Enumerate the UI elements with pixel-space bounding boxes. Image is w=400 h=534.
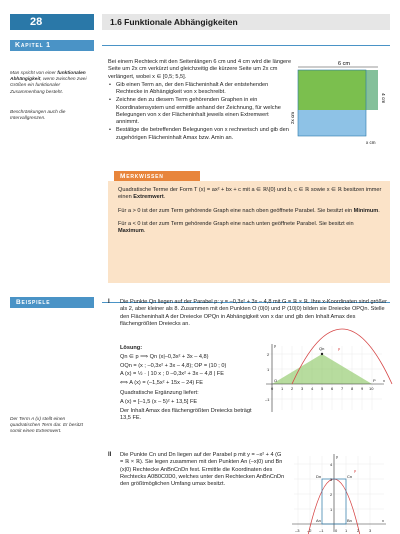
merk-text: . [163,194,166,201]
graph-example2 [290,452,390,534]
example1-text: Die Punkte Qn liegen auf der Parabel p: y = –0,3x² + 3x – 4,8 mit G = ℝ × ℝ. Ihre x-Koordinaten sind größer als 2, aber kleiner als 8. Zusammen mit den Punkten O (0|0) und P (10|0) bilden sie Dreiecke OPQn. Stelle den Flächeninhalt A der Dreiecke OPQn in Abhängigkeit von x dar und gib den Inhalt Amax des flächengrößten Dreiecks an. [120,299,387,327]
margin-text: Man spricht von einer [10,71,58,76]
label-y: y [274,343,276,348]
merk-paragraph [118,221,382,236]
example2-text: Die Punkte Cn und Dn liegen auf der Parabel p mit y = –x² + 4 (G = ℝ × ℝ). Sie legen zusammen mit den Punkten An (–x|0) und Bn (x|0) Rechtecke AnBnCnDn fest. Ermittle die Koordinaten des Rechtecks A0B0C0D0, welches unter den Rechtecken AnBnCnDn den größtmöglichen Umfang umax besitzt. [120,452,285,488]
solution-line: Quadratische Ergänzung liefert: [120,390,199,397]
task-item: • Gib einen Term an, der den Flächeninhalt A der entstehenden Rechtecke in Abhängigkeit von x beschreibt. [108,82,293,97]
merk-paragraph [118,187,382,202]
margin-note-definition [10,71,90,96]
label-p: p [354,468,357,473]
label-bn: Bn [347,518,352,523]
x-tick: 4 [311,386,314,391]
task-item: • Bestätige die betreffenden Belegungen von x rechnerisch und gib den zugehörigen Flächeninhalt Amax bzw. Amin an. [108,127,293,142]
divider [102,45,390,46]
label-cn: Cn [347,474,353,479]
merk-text: . [143,228,146,235]
y-tick: 4 [330,462,333,467]
x-tick: 9 [361,386,364,391]
merk-text: Für a < 0 ist der zum Term gehörende Graph eine nach unten geöffnete Parabel. Sie besitzt ein [118,220,354,227]
merk-term: Minimum [353,207,379,214]
label-p: p [338,346,341,351]
x-tick: 3 [369,528,372,533]
label-o: O [274,378,278,383]
margin-text: , wenn zwischen zwei Größen ein funktionaler Zusammenhang besteht. [10,77,87,95]
section-title: 1.6 Funktionale Abhängigkeiten [102,14,390,30]
merk-text: Für a > 0 ist der zum Term gehörende Graph eine nach oben geöffnete Parabel. Sie besitzt ein [118,207,354,214]
intro-task [108,59,293,143]
x-tick: 2 [291,386,294,391]
label-x: x [383,378,385,383]
grid [294,456,384,528]
label-p-point: P [373,378,376,383]
merk-text: Quadratische Terme der Form T (x) = ax² + bx + c mit a ∈ ℝ\{0} und b, c ∈ ℝ sowie x ∈ ℝ besitzen immer einen [118,187,382,201]
x-tick: –2 [307,528,312,533]
merk-paragraph [118,208,382,215]
margin-term: funktionalen Abhängigkeit [10,71,86,83]
extension-rectangle [298,110,366,136]
graph-example1 [262,338,390,416]
y-tick: 1 [267,367,270,372]
page-number: 28 [10,14,94,30]
x-tick: 10 [369,386,374,391]
cut-strip [366,70,378,110]
x-tick: –1 [319,528,324,533]
label-an: An [316,518,321,523]
label-6cm: 6 cm [338,61,350,67]
y-tick: 1 [330,507,333,512]
intro-paragraph: Bei einem Rechteck mit den Seitenlängen 6 cm und 4 cm wird die längere Seite um 2x cm verkürzt und gleichzeitig die kürzere Seite um 2x cm verlängert, wobei x ∈ [0,5; 5,5]. [108,59,292,80]
beispiele-label: Beispiele [10,297,94,308]
merkwissen-label: Merkwissen [114,171,200,182]
point-qn [321,353,323,355]
solution-line: A (x) = [–1,5 (x – 5)² + 13,5] FE [120,399,198,406]
x-tick: 1 [281,386,284,391]
merk-text: . [378,207,380,214]
merk-term: Maximum [118,228,144,235]
x-tick: 3 [301,386,304,391]
x-tick: 6 [331,386,334,391]
example-number: II [108,452,112,458]
y-tick: 2 [267,352,270,357]
solution-label: Lösung: [120,345,143,351]
solution-line: Qn ∈ p ⟹ Qn (x|–0,3x² + 3x – 4,8) [120,353,209,360]
margin-note-extremwert: Der Term A (x) stellt einen quadratischen Term dar. Er besitzt somit einen Extremwert. [10,417,83,435]
rectangle-figure [290,58,392,148]
solution-line: OQn = (x ; –0,3x² + 3x – 4,8); OP = (10 ; 0) [120,362,227,369]
label-x: x cm [366,140,376,145]
label-2x-left: 2x cm [290,111,295,124]
x-tick: 1 [345,528,348,533]
y-tick: 2 [330,492,333,497]
label-4cm: 4 cm [380,93,385,104]
label-dn: Dn [316,474,322,479]
example1-solution [120,345,260,424]
task-list [108,82,293,142]
merkwissen-box [108,181,390,283]
example-number: I [108,299,110,305]
y-tick: 3 [330,477,333,482]
x-tick: 2 [357,528,360,533]
x-tick: 0 [271,386,274,391]
solution-line: Der Inhalt Amax des flächengrößten Dreiecks beträgt 13,5 FE. [120,407,252,422]
page-header [0,14,400,30]
solution-line: ⟺ A (x) = (–1,5x² + 15x – 24) FE [120,380,203,387]
x-tick: 8 [351,386,354,391]
label-qn: Qn [319,346,325,351]
x-tick: 5 [321,386,324,391]
solution-line: A (x) = ½ · | 10 x ; 0 –0,3x² + 3x – 4,8 | FE [120,371,224,378]
label-x: x [382,518,384,523]
task-item: • Zeichne den zu diesem Term gehörenden Graphen in ein Koordinatensystem und ermittle anhand der Zeichnung, für welche Belegungen von x der Flächeninhalt jeweils einen Extremwert annimmt. [108,97,293,126]
merk-term: Extremwert [133,194,164,201]
x-tick: 7 [341,386,344,391]
y-tick: –1 [265,397,270,402]
x-tick: 0 [335,528,338,533]
margin-note-interval: Beschränkungen auch die Intervallgrenzen. [10,110,66,122]
label-y: y [336,454,338,459]
x-tick: –3 [295,528,300,533]
kapitel-label: Kapitel 1 [10,40,94,51]
